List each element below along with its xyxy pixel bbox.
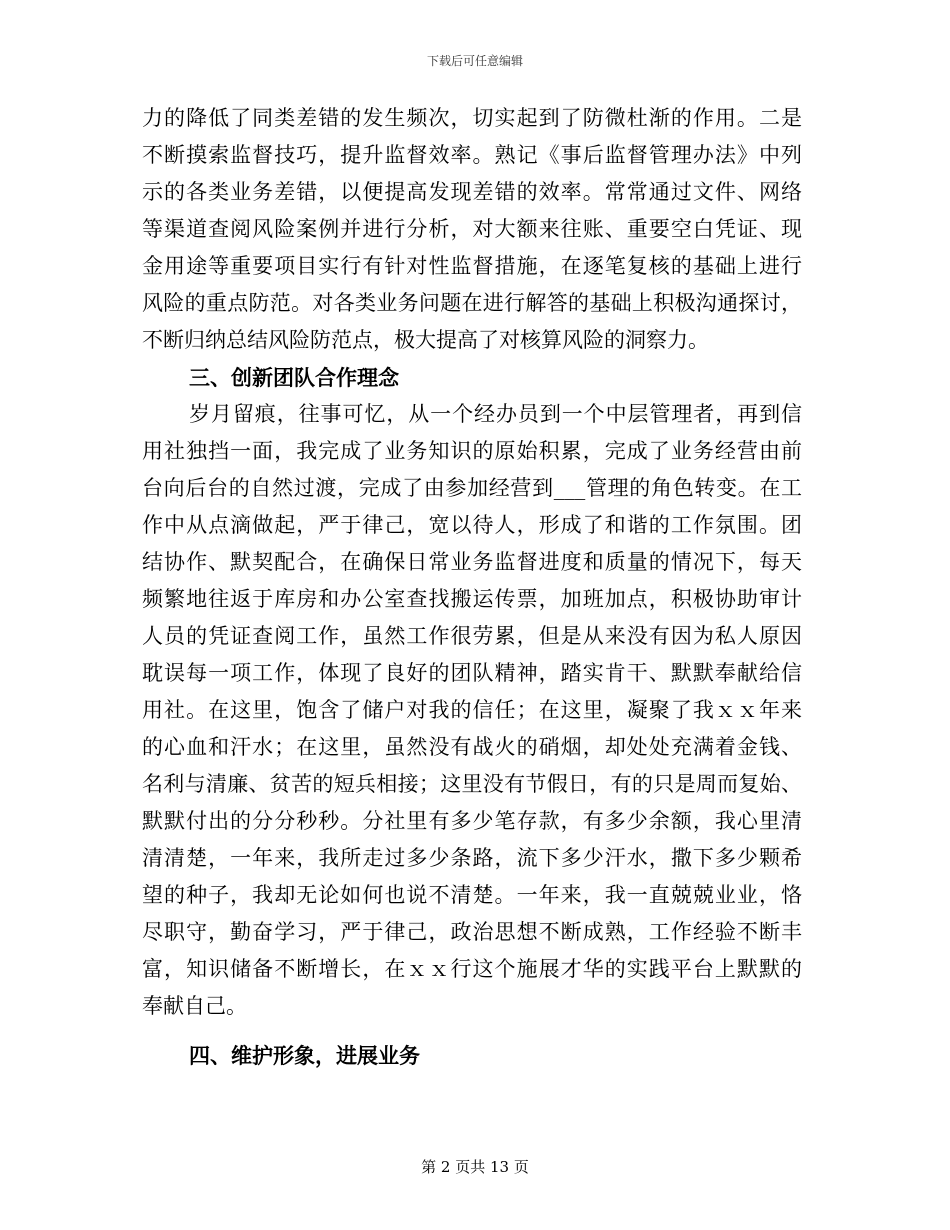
section-heading-4: 四、维护形象，进展业务 (189, 1043, 420, 1068)
text-line: 清清楚，一年来，我所走过多少条路，流下多少汗水，撒下多少颗希 (142, 846, 802, 870)
text-line: 力的降低了同类差错的发生频次，切实起到了防微杜渐的作用。二是 (142, 106, 802, 130)
text-line: 默默付出的分分秒秒。分社里有多少笔存款，有多少余额，我心里清 (142, 809, 802, 833)
text-line: 频繁地往返于库房和办公室查找搬运传票，加班加点，积极协助审计 (142, 587, 802, 611)
text-line: 名利与清廉、贫苦的短兵相接；这里没有节假日，有的只是周而复始、 (142, 772, 802, 796)
text-line: 奉献自己。 (142, 994, 247, 1018)
text-line: 结协作、默契配合，在确保日常业务监督进度和质量的情况下，每天 (142, 550, 802, 574)
text-line: 富，知识储备不断增长，在ｘｘ行这个施展才华的实践平台上默默的 (142, 957, 802, 981)
text-line: 不断归纳总结风险防范点，极大提高了对核算风险的洞察力。 (142, 328, 709, 352)
text-line: 尽职守，勤奋学习，严于律己，政治思想不断成熟，工作经验不断丰 (142, 920, 802, 944)
text-line: 风险的重点防范。对各类业务问题在进行解答的基础上积极沟通探讨， (142, 291, 802, 315)
text-line: 望的种子，我却无论如何也说不清楚。一年来，我一直兢兢业业，恪 (142, 883, 802, 907)
paragraph-teamwork (142, 396, 802, 1025)
text-line: 耽误每一项工作，体现了良好的团队精神，踏实肯干、默默奉献给信 (142, 661, 802, 685)
text-line: 作中从点滴做起，严于律己，宽以待人，形成了和谐的工作氛围。团 (142, 513, 802, 537)
text-line: 金用途等重要项目实行有针对性监督措施，在逐笔复核的基础上进行 (142, 254, 802, 278)
text-line: 等渠道查阅风险案例并进行分析，对大额来往账、重要空白凭证、现 (142, 217, 802, 241)
text-line: 不断摸索监督技巧，提升监督效率。熟记《事后监督管理办法》中列 (142, 143, 802, 167)
text-line: 用社。在这里，饱含了储户对我的信任；在这里，凝聚了我ｘｘ年来 (142, 698, 802, 722)
text-line: 的心血和汗水；在这里，虽然没有战火的硝烟，却处处充满着金钱、 (142, 735, 802, 759)
paragraph-continued (142, 100, 802, 359)
text-line: 人员的凭证查阅工作，虽然工作很劳累，但是从来没有因为私人原因 (142, 624, 802, 648)
text-line: 示的各类业务差错，以便提高发现差错的效率。常常通过文件、网络 (142, 180, 802, 204)
text-line: 岁月留痕，往事可忆，从一个经办员到一个中层管理者，再到信 (189, 402, 802, 426)
document-body (142, 100, 802, 1074)
section-heading-3: 三、创新团队合作理念 (189, 365, 399, 390)
page-number: 第 2 页共 13 页 (421, 1158, 529, 1176)
page-header: 下载后可任意编辑 (426, 54, 523, 68)
text-line: 台向后台的自然过渡，完成了由参加经营到___管理的角色转变。在工 (142, 476, 802, 500)
text-line: 用社独挡一面，我完成了业务知识的原始积累，完成了业务经营由前 (142, 439, 802, 463)
